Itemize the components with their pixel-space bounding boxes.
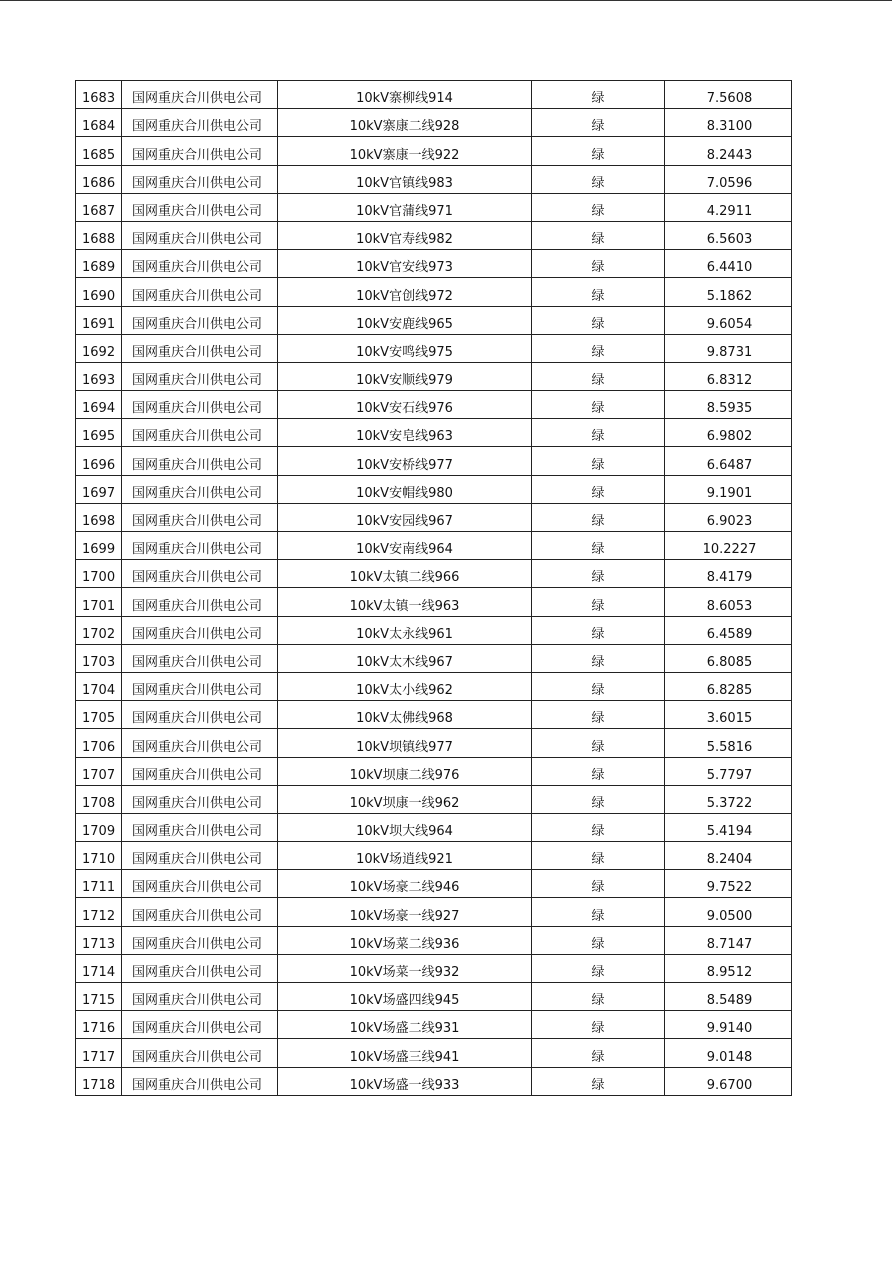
company-cell: 国网重庆合川供电公司 xyxy=(122,560,278,588)
status-cell: 绿 xyxy=(532,898,665,926)
company-cell: 国网重庆合川供电公司 xyxy=(122,588,278,616)
status-cell: 绿 xyxy=(532,588,665,616)
table-row xyxy=(76,588,792,616)
value-cell: 8.4179 xyxy=(665,560,792,588)
row-number-cell: 1715 xyxy=(76,983,122,1011)
table-row xyxy=(76,560,792,588)
value-cell: 9.6054 xyxy=(665,306,792,334)
table-row xyxy=(76,616,792,644)
value-cell: 8.5935 xyxy=(665,391,792,419)
table-row xyxy=(76,250,792,278)
line-name-cell: 10kV安皂线963 xyxy=(278,419,532,447)
line-name-cell: 10kV安桥线977 xyxy=(278,447,532,475)
company-cell: 国网重庆合川供电公司 xyxy=(122,757,278,785)
company-cell: 国网重庆合川供电公司 xyxy=(122,334,278,362)
company-cell: 国网重庆合川供电公司 xyxy=(122,729,278,757)
table-row xyxy=(76,842,792,870)
status-cell: 绿 xyxy=(532,926,665,954)
value-cell: 8.3100 xyxy=(665,109,792,137)
status-cell: 绿 xyxy=(532,81,665,109)
line-name-cell: 10kV太小线962 xyxy=(278,672,532,700)
value-cell: 9.9140 xyxy=(665,1011,792,1039)
company-cell: 国网重庆合川供电公司 xyxy=(122,983,278,1011)
company-cell: 国网重庆合川供电公司 xyxy=(122,503,278,531)
company-cell: 国网重庆合川供电公司 xyxy=(122,391,278,419)
table-row xyxy=(76,165,792,193)
table-row xyxy=(76,644,792,672)
status-cell: 绿 xyxy=(532,560,665,588)
company-cell: 国网重庆合川供电公司 xyxy=(122,616,278,644)
status-cell: 绿 xyxy=(532,475,665,503)
table-row xyxy=(76,1067,792,1095)
value-cell: 5.1862 xyxy=(665,278,792,306)
value-cell: 9.0500 xyxy=(665,898,792,926)
status-cell: 绿 xyxy=(532,1011,665,1039)
row-number-cell: 1707 xyxy=(76,757,122,785)
company-cell: 国网重庆合川供电公司 xyxy=(122,81,278,109)
status-cell: 绿 xyxy=(532,193,665,221)
line-name-cell: 10kV场菜二线936 xyxy=(278,926,532,954)
table-row xyxy=(76,870,792,898)
status-cell: 绿 xyxy=(532,362,665,390)
row-number-cell: 1695 xyxy=(76,419,122,447)
line-name-cell: 10kV场豪二线946 xyxy=(278,870,532,898)
row-number-cell: 1703 xyxy=(76,644,122,672)
row-number-cell: 1686 xyxy=(76,165,122,193)
status-cell: 绿 xyxy=(532,391,665,419)
company-cell: 国网重庆合川供电公司 xyxy=(122,250,278,278)
company-cell: 国网重庆合川供电公司 xyxy=(122,532,278,560)
status-cell: 绿 xyxy=(532,278,665,306)
value-cell: 8.2404 xyxy=(665,842,792,870)
table-row xyxy=(76,729,792,757)
table-row xyxy=(76,221,792,249)
line-name-cell: 10kV官蒲线971 xyxy=(278,193,532,221)
status-cell: 绿 xyxy=(532,983,665,1011)
table-row xyxy=(76,926,792,954)
company-cell: 国网重庆合川供电公司 xyxy=(122,813,278,841)
row-number-cell: 1696 xyxy=(76,447,122,475)
value-cell: 6.8085 xyxy=(665,644,792,672)
value-cell: 5.3722 xyxy=(665,785,792,813)
table-row xyxy=(76,306,792,334)
value-cell: 5.5816 xyxy=(665,729,792,757)
table-row xyxy=(76,785,792,813)
status-cell: 绿 xyxy=(532,503,665,531)
row-number-cell: 1697 xyxy=(76,475,122,503)
row-number-cell: 1711 xyxy=(76,870,122,898)
row-number-cell: 1718 xyxy=(76,1067,122,1095)
value-cell: 7.0596 xyxy=(665,165,792,193)
value-cell: 6.9023 xyxy=(665,503,792,531)
line-name-cell: 10kV太木线967 xyxy=(278,644,532,672)
table-row xyxy=(76,1039,792,1067)
row-number-cell: 1694 xyxy=(76,391,122,419)
status-cell: 绿 xyxy=(532,870,665,898)
table-row xyxy=(76,391,792,419)
company-cell: 国网重庆合川供电公司 xyxy=(122,165,278,193)
line-name-cell: 10kV安帽线980 xyxy=(278,475,532,503)
value-cell: 8.6053 xyxy=(665,588,792,616)
table-row xyxy=(76,475,792,503)
company-cell: 国网重庆合川供电公司 xyxy=(122,898,278,926)
status-cell: 绿 xyxy=(532,250,665,278)
line-name-cell: 10kV坝康一线962 xyxy=(278,785,532,813)
line-name-cell: 10kV坝康二线976 xyxy=(278,757,532,785)
row-number-cell: 1691 xyxy=(76,306,122,334)
status-cell: 绿 xyxy=(532,1067,665,1095)
value-cell: 9.1901 xyxy=(665,475,792,503)
value-cell: 6.8312 xyxy=(665,362,792,390)
status-cell: 绿 xyxy=(532,137,665,165)
row-number-cell: 1689 xyxy=(76,250,122,278)
line-name-cell: 10kV太佛线968 xyxy=(278,701,532,729)
value-cell: 6.5603 xyxy=(665,221,792,249)
row-number-cell: 1690 xyxy=(76,278,122,306)
row-number-cell: 1702 xyxy=(76,616,122,644)
value-cell: 6.4410 xyxy=(665,250,792,278)
line-name-cell: 10kV寨柳线914 xyxy=(278,81,532,109)
row-number-cell: 1692 xyxy=(76,334,122,362)
row-number-cell: 1716 xyxy=(76,1011,122,1039)
row-number-cell: 1706 xyxy=(76,729,122,757)
page-top-rule xyxy=(0,0,892,1)
status-cell: 绿 xyxy=(532,419,665,447)
line-name-cell: 10kV安鹿线965 xyxy=(278,306,532,334)
line-name-cell: 10kV寨康一线922 xyxy=(278,137,532,165)
row-number-cell: 1704 xyxy=(76,672,122,700)
company-cell: 国网重庆合川供电公司 xyxy=(122,785,278,813)
status-cell: 绿 xyxy=(532,1039,665,1067)
value-cell: 3.6015 xyxy=(665,701,792,729)
line-name-cell: 10kV太永线961 xyxy=(278,616,532,644)
status-cell: 绿 xyxy=(532,701,665,729)
value-cell: 9.7522 xyxy=(665,870,792,898)
table-row xyxy=(76,193,792,221)
company-cell: 国网重庆合川供电公司 xyxy=(122,137,278,165)
value-cell: 5.4194 xyxy=(665,813,792,841)
line-name-cell: 10kV场盛四线945 xyxy=(278,983,532,1011)
row-number-cell: 1693 xyxy=(76,362,122,390)
row-number-cell: 1713 xyxy=(76,926,122,954)
row-number-cell: 1684 xyxy=(76,109,122,137)
row-number-cell: 1685 xyxy=(76,137,122,165)
line-name-cell: 10kV安南线964 xyxy=(278,532,532,560)
company-cell: 国网重庆合川供电公司 xyxy=(122,701,278,729)
line-name-cell: 10kV坝镇线977 xyxy=(278,729,532,757)
status-cell: 绿 xyxy=(532,785,665,813)
value-cell: 9.0148 xyxy=(665,1039,792,1067)
status-cell: 绿 xyxy=(532,644,665,672)
value-cell: 8.2443 xyxy=(665,137,792,165)
row-number-cell: 1714 xyxy=(76,954,122,982)
line-name-cell: 10kV安顺线979 xyxy=(278,362,532,390)
table-row xyxy=(76,109,792,137)
value-cell: 8.5489 xyxy=(665,983,792,1011)
table-row xyxy=(76,672,792,700)
status-cell: 绿 xyxy=(532,616,665,644)
table-row xyxy=(76,419,792,447)
company-cell: 国网重庆合川供电公司 xyxy=(122,1067,278,1095)
status-cell: 绿 xyxy=(532,757,665,785)
table-row xyxy=(76,503,792,531)
company-cell: 国网重庆合川供电公司 xyxy=(122,842,278,870)
value-cell: 6.9802 xyxy=(665,419,792,447)
table-row xyxy=(76,813,792,841)
table-row xyxy=(76,447,792,475)
line-name-cell: 10kV场盛三线941 xyxy=(278,1039,532,1067)
table-row xyxy=(76,757,792,785)
value-cell: 6.8285 xyxy=(665,672,792,700)
company-cell: 国网重庆合川供电公司 xyxy=(122,475,278,503)
company-cell: 国网重庆合川供电公司 xyxy=(122,926,278,954)
row-number-cell: 1683 xyxy=(76,81,122,109)
status-cell: 绿 xyxy=(532,165,665,193)
line-name-cell: 10kV场盛一线933 xyxy=(278,1067,532,1095)
status-cell: 绿 xyxy=(532,813,665,841)
line-name-cell: 10kV安石线976 xyxy=(278,391,532,419)
table-row xyxy=(76,137,792,165)
value-cell: 10.2227 xyxy=(665,532,792,560)
value-cell: 6.6487 xyxy=(665,447,792,475)
company-cell: 国网重庆合川供电公司 xyxy=(122,644,278,672)
table-row xyxy=(76,532,792,560)
row-number-cell: 1700 xyxy=(76,560,122,588)
value-cell: 9.6700 xyxy=(665,1067,792,1095)
data-table xyxy=(75,80,792,1096)
status-cell: 绿 xyxy=(532,306,665,334)
row-number-cell: 1688 xyxy=(76,221,122,249)
line-name-cell: 10kV官镇线983 xyxy=(278,165,532,193)
status-cell: 绿 xyxy=(532,842,665,870)
company-cell: 国网重庆合川供电公司 xyxy=(122,1039,278,1067)
row-number-cell: 1709 xyxy=(76,813,122,841)
row-number-cell: 1712 xyxy=(76,898,122,926)
line-name-cell: 10kV官创线972 xyxy=(278,278,532,306)
status-cell: 绿 xyxy=(532,109,665,137)
company-cell: 国网重庆合川供电公司 xyxy=(122,870,278,898)
status-cell: 绿 xyxy=(532,334,665,362)
value-cell: 9.8731 xyxy=(665,334,792,362)
status-cell: 绿 xyxy=(532,221,665,249)
row-number-cell: 1708 xyxy=(76,785,122,813)
company-cell: 国网重庆合川供电公司 xyxy=(122,672,278,700)
company-cell: 国网重庆合川供电公司 xyxy=(122,109,278,137)
table-row xyxy=(76,362,792,390)
table-row xyxy=(76,81,792,109)
line-name-cell: 10kV寨康二线928 xyxy=(278,109,532,137)
company-cell: 国网重庆合川供电公司 xyxy=(122,221,278,249)
table-row xyxy=(76,701,792,729)
line-name-cell: 10kV安园线967 xyxy=(278,503,532,531)
value-cell: 6.4589 xyxy=(665,616,792,644)
line-name-cell: 10kV场逍线921 xyxy=(278,842,532,870)
value-cell: 8.9512 xyxy=(665,954,792,982)
row-number-cell: 1705 xyxy=(76,701,122,729)
row-number-cell: 1710 xyxy=(76,842,122,870)
line-name-cell: 10kV场豪一线927 xyxy=(278,898,532,926)
line-name-cell: 10kV安鸣线975 xyxy=(278,334,532,362)
table-row xyxy=(76,334,792,362)
status-cell: 绿 xyxy=(532,672,665,700)
line-name-cell: 10kV太镇二线966 xyxy=(278,560,532,588)
value-cell: 8.7147 xyxy=(665,926,792,954)
line-name-cell: 10kV官安线973 xyxy=(278,250,532,278)
value-cell: 7.5608 xyxy=(665,81,792,109)
table-row xyxy=(76,1011,792,1039)
status-cell: 绿 xyxy=(532,954,665,982)
company-cell: 国网重庆合川供电公司 xyxy=(122,306,278,334)
company-cell: 国网重庆合川供电公司 xyxy=(122,1011,278,1039)
status-cell: 绿 xyxy=(532,447,665,475)
company-cell: 国网重庆合川供电公司 xyxy=(122,278,278,306)
table-row xyxy=(76,898,792,926)
table-body xyxy=(76,81,792,1096)
company-cell: 国网重庆合川供电公司 xyxy=(122,447,278,475)
line-name-cell: 10kV坝大线964 xyxy=(278,813,532,841)
row-number-cell: 1701 xyxy=(76,588,122,616)
row-number-cell: 1698 xyxy=(76,503,122,531)
row-number-cell: 1717 xyxy=(76,1039,122,1067)
line-name-cell: 10kV场菜一线932 xyxy=(278,954,532,982)
company-cell: 国网重庆合川供电公司 xyxy=(122,954,278,982)
company-cell: 国网重庆合川供电公司 xyxy=(122,362,278,390)
line-name-cell: 10kV场盛二线931 xyxy=(278,1011,532,1039)
status-cell: 绿 xyxy=(532,532,665,560)
line-name-cell: 10kV太镇一线963 xyxy=(278,588,532,616)
line-name-cell: 10kV官寿线982 xyxy=(278,221,532,249)
table-row xyxy=(76,954,792,982)
table-row xyxy=(76,278,792,306)
status-cell: 绿 xyxy=(532,729,665,757)
value-cell: 5.7797 xyxy=(665,757,792,785)
company-cell: 国网重庆合川供电公司 xyxy=(122,193,278,221)
row-number-cell: 1699 xyxy=(76,532,122,560)
row-number-cell: 1687 xyxy=(76,193,122,221)
value-cell: 4.2911 xyxy=(665,193,792,221)
table-row xyxy=(76,983,792,1011)
company-cell: 国网重庆合川供电公司 xyxy=(122,419,278,447)
